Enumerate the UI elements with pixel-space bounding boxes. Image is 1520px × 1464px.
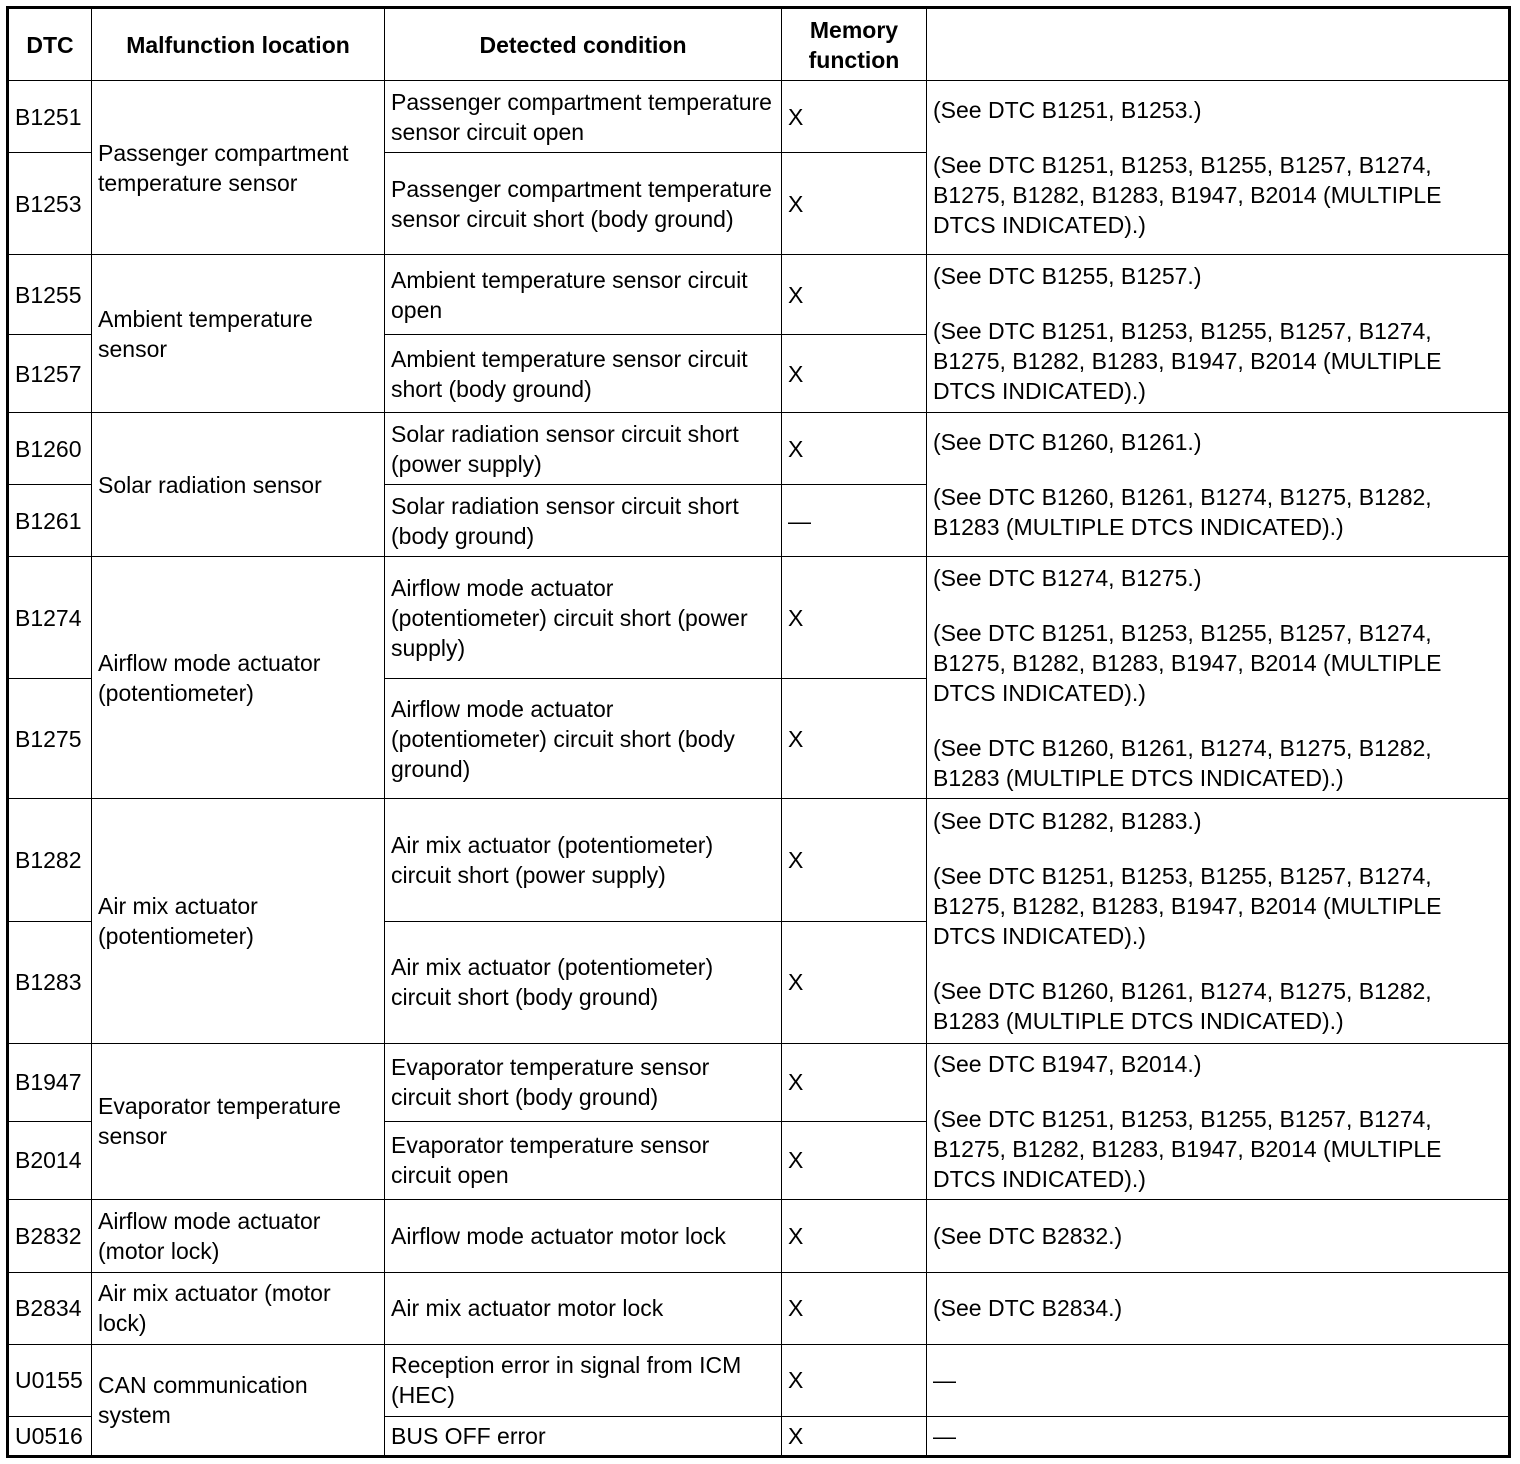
detected-condition: Air mix actuator motor lock: [385, 1272, 782, 1344]
reference-text: (See DTC B1260, B1261, B1274, B1275, B1282, B1283 (MULTIPLE DTCS INDICATED).): [933, 734, 1432, 791]
reference-text: —: [927, 1344, 1510, 1416]
reference-text: (See DTC B1274, B1275.): [933, 564, 1202, 591]
table-row: [8, 1272, 1510, 1344]
dtc-code: B2014: [8, 1121, 92, 1199]
detected-condition: Evaporator temperature sensor circuit open: [385, 1121, 782, 1199]
reference-text: (See DTC B1947, B2014.): [933, 1050, 1202, 1077]
reference-cell: [927, 413, 1510, 557]
dtc-code: B1255: [8, 255, 92, 335]
detected-condition: Airflow mode actuator (potentiometer) circuit short (body ground): [385, 679, 782, 799]
dtc-code: U0155: [8, 1344, 92, 1416]
table-row: [8, 413, 1510, 485]
reference-cell: [927, 255, 1510, 413]
reference-text: (See DTC B1260, B1261, B1274, B1275, B1282, B1283 (MULTIPLE DTCS INDICATED).): [933, 484, 1432, 541]
malfunction-location: Ambient temperature sensor: [92, 255, 385, 413]
memory-function: X: [782, 1416, 927, 1456]
reference-text: (See DTC B1260, B1261.): [933, 429, 1202, 456]
reference-cell: [927, 81, 1510, 255]
memory-function: X: [782, 335, 927, 413]
memory-function: X: [782, 1121, 927, 1199]
reference-text: (See DTC B2834.): [927, 1272, 1510, 1344]
dtc-code: B1947: [8, 1043, 92, 1121]
reference-text: (See DTC B1251, B1253, B1255, B1257, B1274, B1275, B1282, B1283, B1947, B2014 (MULTIPLE DTCS INDICATED).): [933, 152, 1442, 239]
reference-text: (See DTC B1282, B1283.): [933, 808, 1202, 835]
table-row: [8, 557, 1510, 679]
reference-text: (See DTC B1251, B1253, B1255, B1257, B1274, B1275, B1282, B1283, B1947, B2014 (MULTIPLE DTCS INDICATED).): [933, 1105, 1442, 1192]
table-row: [8, 1344, 1510, 1416]
reference-text: (See DTC B1255, B1257.): [933, 263, 1202, 290]
malfunction-location: Evaporator temperature sensor: [92, 1043, 385, 1199]
detected-condition: Air mix actuator (potentiometer) circuit short (body ground): [385, 921, 782, 1043]
dtc-code: B1283: [8, 921, 92, 1043]
reference-text: (See DTC B1260, B1261, B1274, B1275, B1282, B1283 (MULTIPLE DTCS INDICATED).): [933, 978, 1432, 1035]
memory-function: X: [782, 921, 927, 1043]
malfunction-location: Air mix actuator (potentiometer): [92, 799, 385, 1043]
memory-function: X: [782, 1199, 927, 1272]
detected-condition: Ambient temperature sensor circuit open: [385, 255, 782, 335]
malfunction-location: Air mix actuator (motor lock): [92, 1272, 385, 1344]
dtc-code: B1261: [8, 485, 92, 557]
memory-function: X: [782, 1272, 927, 1344]
malfunction-location: CAN communication system: [92, 1344, 385, 1456]
dtc-code: B1251: [8, 81, 92, 153]
reference-text: (See DTC B1251, B1253, B1255, B1257, B1274, B1275, B1282, B1283, B1947, B2014 (MULTIPLE DTCS INDICATED).): [933, 863, 1442, 950]
malfunction-location: Solar radiation sensor: [92, 413, 385, 557]
detected-condition: Passenger compartment temperature sensor circuit open: [385, 81, 782, 153]
malfunction-location: Airflow mode actuator (potentiometer): [92, 557, 385, 799]
table-row: [8, 81, 1510, 153]
memory-function: X: [782, 153, 927, 255]
detected-condition: BUS OFF error: [385, 1416, 782, 1456]
memory-function: X: [782, 1043, 927, 1121]
dtc-code: B2834: [8, 1272, 92, 1344]
memory-function: X: [782, 679, 927, 799]
detected-condition: Solar radiation sensor circuit short (power supply): [385, 413, 782, 485]
detected-condition: Air mix actuator (potentiometer) circuit short (power supply): [385, 799, 782, 921]
reference-text: —: [927, 1416, 1510, 1456]
detected-condition: Evaporator temperature sensor circuit short (body ground): [385, 1043, 782, 1121]
dtc-code: U0516: [8, 1416, 92, 1456]
memory-function: X: [782, 413, 927, 485]
malfunction-location: Airflow mode actuator (motor lock): [92, 1199, 385, 1272]
header-detected-condition: Detected condition: [385, 8, 782, 81]
detected-condition: Reception error in signal from ICM (HEC): [385, 1344, 782, 1416]
header-memory-function: Memory function: [782, 8, 927, 81]
dtc-code: B1253: [8, 153, 92, 255]
table-row: [8, 799, 1510, 921]
table-row: [8, 1199, 1510, 1272]
header-dtc: DTC: [8, 8, 92, 81]
dtc-code: B1257: [8, 335, 92, 413]
reference-text: (See DTC B1251, B1253, B1255, B1257, B1274, B1275, B1282, B1283, B1947, B2014 (MULTIPLE DTCS INDICATED).): [933, 318, 1442, 405]
table-row: [8, 1043, 1510, 1121]
reference-cell: [927, 557, 1510, 799]
reference-cell: [927, 799, 1510, 1043]
table-row: [8, 255, 1510, 335]
header-malfunction-location: Malfunction location: [92, 8, 385, 81]
dtc-code: B1260: [8, 413, 92, 485]
memory-function: X: [782, 1344, 927, 1416]
detected-condition: Airflow mode actuator motor lock: [385, 1199, 782, 1272]
malfunction-location: Passenger compartment temperature sensor: [92, 81, 385, 255]
header-reference: [927, 8, 1510, 81]
reference-text: (See DTC B1251, B1253, B1255, B1257, B1274, B1275, B1282, B1283, B1947, B2014 (MULTIPLE DTCS INDICATED).): [933, 619, 1442, 706]
dtc-code: B1275: [8, 679, 92, 799]
memory-function: X: [782, 81, 927, 153]
reference-text: (See DTC B1251, B1253.): [933, 97, 1202, 124]
dtc-code: B2832: [8, 1199, 92, 1272]
memory-function: X: [782, 799, 927, 921]
detected-condition: Passenger compartment temperature sensor circuit short (body ground): [385, 153, 782, 255]
memory-function: —: [782, 485, 927, 557]
detected-condition: Ambient temperature sensor circuit short (body ground): [385, 335, 782, 413]
dtc-table: [6, 6, 1511, 1458]
memory-function: X: [782, 557, 927, 679]
dtc-code: B1274: [8, 557, 92, 679]
dtc-code: B1282: [8, 799, 92, 921]
reference-text: (See DTC B2832.): [927, 1199, 1510, 1272]
reference-cell: [927, 1043, 1510, 1199]
detected-condition: Airflow mode actuator (potentiometer) circuit short (power supply): [385, 557, 782, 679]
memory-function: X: [782, 255, 927, 335]
header-row: [8, 8, 1510, 81]
detected-condition: Solar radiation sensor circuit short (body ground): [385, 485, 782, 557]
